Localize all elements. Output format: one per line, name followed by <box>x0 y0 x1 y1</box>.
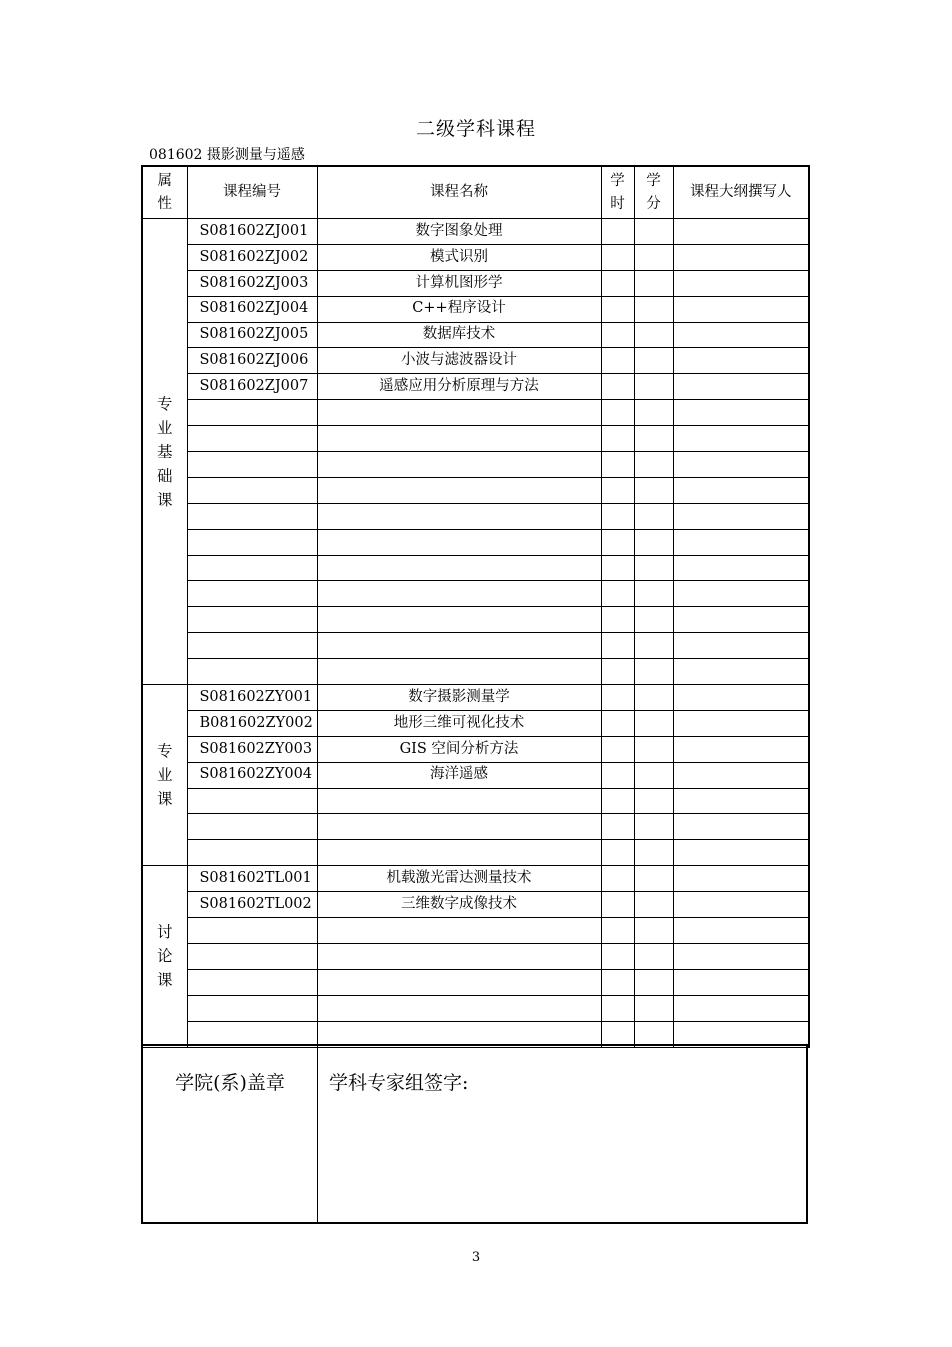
empty-row <box>142 426 809 452</box>
credits-cell <box>634 995 673 1021</box>
course-name-cell: 小波与滤波器设计 <box>317 348 601 374</box>
hours-cell <box>601 943 634 969</box>
course-code-cell <box>187 633 317 659</box>
course-name-cell <box>317 400 601 426</box>
course-name-cell: 海洋遥感 <box>317 762 601 788</box>
author-cell <box>673 452 809 478</box>
course-name-cell <box>317 840 601 866</box>
author-cell <box>673 685 809 711</box>
author-cell <box>673 503 809 529</box>
empty-row <box>142 969 809 995</box>
hours-cell <box>601 710 634 736</box>
course-code-cell: S081602ZY001 <box>187 685 317 711</box>
course-name-cell <box>317 814 601 840</box>
author-cell <box>673 607 809 633</box>
empty-row <box>142 581 809 607</box>
credits-cell <box>634 270 673 296</box>
hours-cell <box>601 219 634 245</box>
course-name-cell <box>317 659 601 685</box>
credits-cell <box>634 477 673 503</box>
course-code-cell: S081602ZJ006 <box>187 348 317 374</box>
credits-cell <box>634 503 673 529</box>
hours-cell <box>601 814 634 840</box>
credits-cell <box>634 219 673 245</box>
course-row <box>142 219 809 245</box>
hours-cell <box>601 581 634 607</box>
course-name-cell: 数字摄影测量学 <box>317 685 601 711</box>
course-code-cell: S081602ZJ002 <box>187 244 317 270</box>
empty-row <box>142 814 809 840</box>
course-name-cell <box>317 452 601 478</box>
course-name-cell: 机载激光雷达测量技术 <box>317 866 601 892</box>
hours-cell <box>601 633 634 659</box>
course-name-cell <box>317 788 601 814</box>
course-row <box>142 866 809 892</box>
credits-cell <box>634 710 673 736</box>
course-row <box>142 736 809 762</box>
course-name-cell: 地形三维可视化技术 <box>317 710 601 736</box>
credits-cell <box>634 296 673 322</box>
author-cell <box>673 581 809 607</box>
credits-cell <box>634 762 673 788</box>
table-header-row <box>142 166 809 219</box>
course-code-cell <box>187 995 317 1021</box>
author-cell <box>673 840 809 866</box>
header-course-code: 课程编号 <box>187 166 317 219</box>
course-code-cell: S081602TL002 <box>187 892 317 918</box>
course-code-cell <box>187 969 317 995</box>
author-cell <box>673 659 809 685</box>
author-cell <box>673 426 809 452</box>
empty-row <box>142 840 809 866</box>
hours-cell <box>601 426 634 452</box>
author-cell <box>673 219 809 245</box>
course-name-cell: 模式识别 <box>317 244 601 270</box>
course-row <box>142 348 809 374</box>
hours-cell <box>601 685 634 711</box>
course-name-cell <box>317 995 601 1021</box>
credits-cell <box>634 892 673 918</box>
course-name-cell <box>317 607 601 633</box>
empty-row <box>142 477 809 503</box>
author-cell <box>673 270 809 296</box>
course-name-cell <box>317 918 601 944</box>
course-name-cell: C++程序设计 <box>317 296 601 322</box>
credits-cell <box>634 348 673 374</box>
author-cell <box>673 477 809 503</box>
author-cell <box>673 995 809 1021</box>
course-row <box>142 710 809 736</box>
hours-cell <box>601 452 634 478</box>
empty-row <box>142 529 809 555</box>
course-code-cell: S081602ZJ004 <box>187 296 317 322</box>
course-name-cell <box>317 581 601 607</box>
hours-cell <box>601 477 634 503</box>
credits-cell <box>634 814 673 840</box>
course-name-cell: GIS 空间分析方法 <box>317 736 601 762</box>
course-code-cell <box>187 943 317 969</box>
credits-cell <box>634 244 673 270</box>
course-row <box>142 762 809 788</box>
author-cell <box>673 400 809 426</box>
hours-cell <box>601 503 634 529</box>
empty-row <box>142 788 809 814</box>
author-cell <box>673 244 809 270</box>
course-row <box>142 322 809 348</box>
course-name-cell: 计算机图形学 <box>317 270 601 296</box>
credits-cell <box>634 452 673 478</box>
hours-cell <box>601 788 634 814</box>
credits-cell <box>634 788 673 814</box>
empty-row <box>142 943 809 969</box>
author-cell <box>673 762 809 788</box>
empty-row <box>142 995 809 1021</box>
empty-row <box>142 555 809 581</box>
header-credits: 学分 <box>634 166 673 219</box>
hours-cell <box>601 607 634 633</box>
author-cell <box>673 918 809 944</box>
hours-cell <box>601 840 634 866</box>
credits-cell <box>634 555 673 581</box>
credits-cell <box>634 659 673 685</box>
course-name-cell <box>317 503 601 529</box>
course-code-cell: S081602ZJ003 <box>187 270 317 296</box>
course-name-cell <box>317 943 601 969</box>
expert-signature-label: 学科专家组签字: <box>329 1072 469 1094</box>
course-name-cell: 三维数字成像技术 <box>317 892 601 918</box>
course-code-cell <box>187 581 317 607</box>
course-code-cell: S081602ZY003 <box>187 736 317 762</box>
course-code-cell <box>187 555 317 581</box>
credits-cell <box>634 633 673 659</box>
course-code-cell <box>187 814 317 840</box>
hours-cell <box>601 555 634 581</box>
author-cell <box>673 814 809 840</box>
hours-cell <box>601 348 634 374</box>
hours-cell <box>601 529 634 555</box>
hours-cell <box>601 659 634 685</box>
header-course-name: 课程名称 <box>317 166 601 219</box>
category-cell: 专业基础课 <box>142 219 187 685</box>
hours-cell <box>601 400 634 426</box>
course-name-cell: 数据库技术 <box>317 322 601 348</box>
credits-cell <box>634 685 673 711</box>
course-code-cell: S081602ZY004 <box>187 762 317 788</box>
hours-cell <box>601 995 634 1021</box>
credits-cell <box>634 581 673 607</box>
page-title: 二级学科课程 <box>415 118 536 140</box>
author-cell <box>673 710 809 736</box>
empty-row <box>142 607 809 633</box>
course-row <box>142 374 809 400</box>
empty-row <box>142 633 809 659</box>
course-name-cell <box>317 633 601 659</box>
hours-cell <box>601 244 634 270</box>
course-code-cell <box>187 659 317 685</box>
author-cell <box>673 788 809 814</box>
hours-cell <box>601 969 634 995</box>
author-cell <box>673 374 809 400</box>
course-code-cell <box>187 529 317 555</box>
course-row <box>142 892 809 918</box>
hours-cell <box>601 296 634 322</box>
course-name-cell: 数字图象处理 <box>317 219 601 245</box>
author-cell <box>673 555 809 581</box>
course-code-cell <box>187 607 317 633</box>
hours-cell <box>601 322 634 348</box>
hours-cell <box>601 374 634 400</box>
hours-cell <box>601 762 634 788</box>
empty-row <box>142 452 809 478</box>
course-name-cell <box>317 969 601 995</box>
credits-cell <box>634 866 673 892</box>
hours-cell <box>601 866 634 892</box>
empty-row <box>142 659 809 685</box>
course-code-cell <box>187 452 317 478</box>
course-code-cell <box>187 477 317 503</box>
course-code-cell <box>187 918 317 944</box>
course-code-cell <box>187 503 317 529</box>
course-name-cell: 遥感应用分析原理与方法 <box>317 374 601 400</box>
course-code-cell <box>187 400 317 426</box>
author-cell <box>673 736 809 762</box>
header-syllabus-author: 课程大纲撰写人 <box>673 166 809 219</box>
course-row <box>142 244 809 270</box>
course-row <box>142 270 809 296</box>
course-name-cell <box>317 555 601 581</box>
credits-cell <box>634 322 673 348</box>
credits-cell <box>634 374 673 400</box>
course-code-cell <box>187 788 317 814</box>
course-name-cell <box>317 426 601 452</box>
credits-cell <box>634 840 673 866</box>
course-code-cell: B081602ZY002 <box>187 710 317 736</box>
category-cell: 讨论课 <box>142 866 187 1047</box>
author-cell <box>673 348 809 374</box>
course-code-cell <box>187 426 317 452</box>
signature-block <box>141 1044 808 1224</box>
course-code-cell: S081602ZJ005 <box>187 322 317 348</box>
category-cell: 专业课 <box>142 685 187 866</box>
author-cell <box>673 322 809 348</box>
credits-cell <box>634 969 673 995</box>
credits-cell <box>634 736 673 762</box>
hours-cell <box>601 892 634 918</box>
course-code-cell: S081602TL001 <box>187 866 317 892</box>
course-row <box>142 685 809 711</box>
author-cell <box>673 943 809 969</box>
credits-cell <box>634 529 673 555</box>
empty-row <box>142 918 809 944</box>
credits-cell <box>634 607 673 633</box>
credits-cell <box>634 918 673 944</box>
signature-divider <box>317 1046 318 1222</box>
hours-cell <box>601 270 634 296</box>
course-name-cell <box>317 477 601 503</box>
header-attribute: 属性 <box>142 166 187 219</box>
author-cell <box>673 892 809 918</box>
course-name-cell <box>317 529 601 555</box>
course-code-cell: S081602ZJ001 <box>187 219 317 245</box>
author-cell <box>673 296 809 322</box>
author-cell <box>673 529 809 555</box>
author-cell <box>673 866 809 892</box>
course-code-cell <box>187 840 317 866</box>
course-code-cell: S081602ZJ007 <box>187 374 317 400</box>
hours-cell <box>601 736 634 762</box>
subject-code-line: 081602 摄影测量与遥感 <box>149 147 305 163</box>
credits-cell <box>634 943 673 969</box>
author-cell <box>673 633 809 659</box>
credits-cell <box>634 426 673 452</box>
empty-row <box>142 503 809 529</box>
hours-cell <box>601 918 634 944</box>
college-stamp-label: 学院(系)盖章 <box>175 1072 285 1094</box>
course-row <box>142 296 809 322</box>
credits-cell <box>634 400 673 426</box>
author-cell <box>673 969 809 995</box>
header-hours: 学时 <box>601 166 634 219</box>
course-table <box>141 165 810 1048</box>
empty-row <box>142 400 809 426</box>
page-number: 3 <box>471 1250 481 1265</box>
